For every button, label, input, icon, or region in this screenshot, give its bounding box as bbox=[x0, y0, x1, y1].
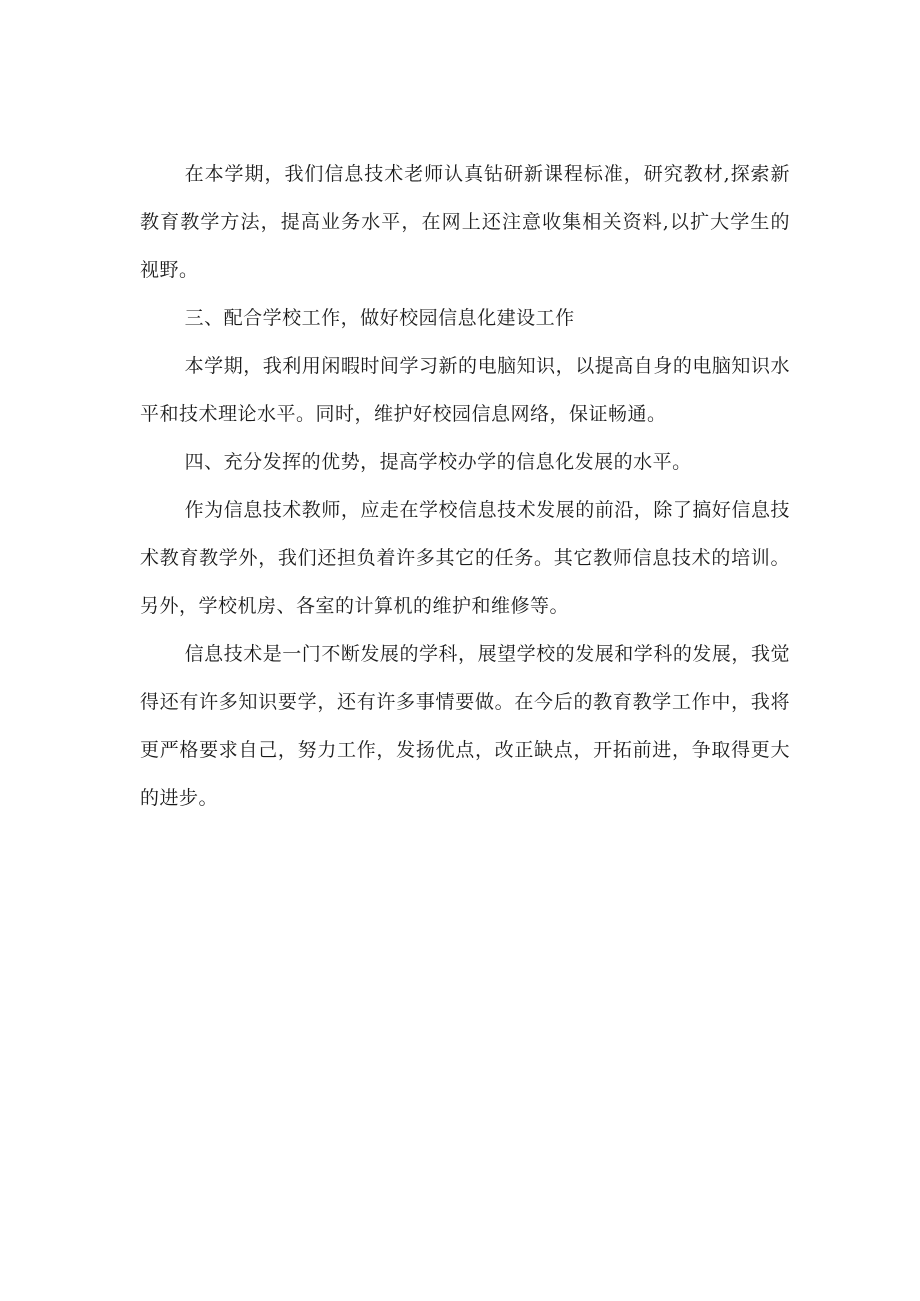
section-heading-3: 三、配合学校工作，做好校园信息化建设工作 bbox=[184, 307, 575, 329]
document-body bbox=[140, 150, 790, 822]
paragraph-outlook: 信息技术是一门不断发展的学科，展望学校的发展和学科的发展，我觉得还有许多知识要学，还有许多事情要做。在今后的教育教学工作中，我将更严格要求自己，努力工作，发扬优点，改正缺点，开拓前进，争取得更大的进步。 bbox=[140, 643, 790, 809]
paragraph-other-tasks: 作为信息技术教师，应走在学校信息技术发展的前沿，除了搞好信息技术教育教学外，我们还担负着许多其它的任务。其它教师信息技术的培训。另外，学校机房、各室的计算机的维护和维修等。 bbox=[140, 499, 790, 617]
section-heading-4: 四、充分发挥的优势，提高学校办学的信息化发展的水平。 bbox=[184, 451, 692, 473]
paragraph-campus-network: 本学期，我利用闲暇时间学习新的电脑知识，以提高自身的电脑知识水平和技术理论水平。同时，维护好校园信息网络，保证畅通。 bbox=[140, 355, 790, 425]
paragraph-semester-teaching: 在本学期，我们信息技术老师认真钻研新课程标准，研究教材,探索新教育教学方法，提高业务水平，在网上还注意收集相关资料,以扩大学生的视野。 bbox=[140, 163, 790, 281]
